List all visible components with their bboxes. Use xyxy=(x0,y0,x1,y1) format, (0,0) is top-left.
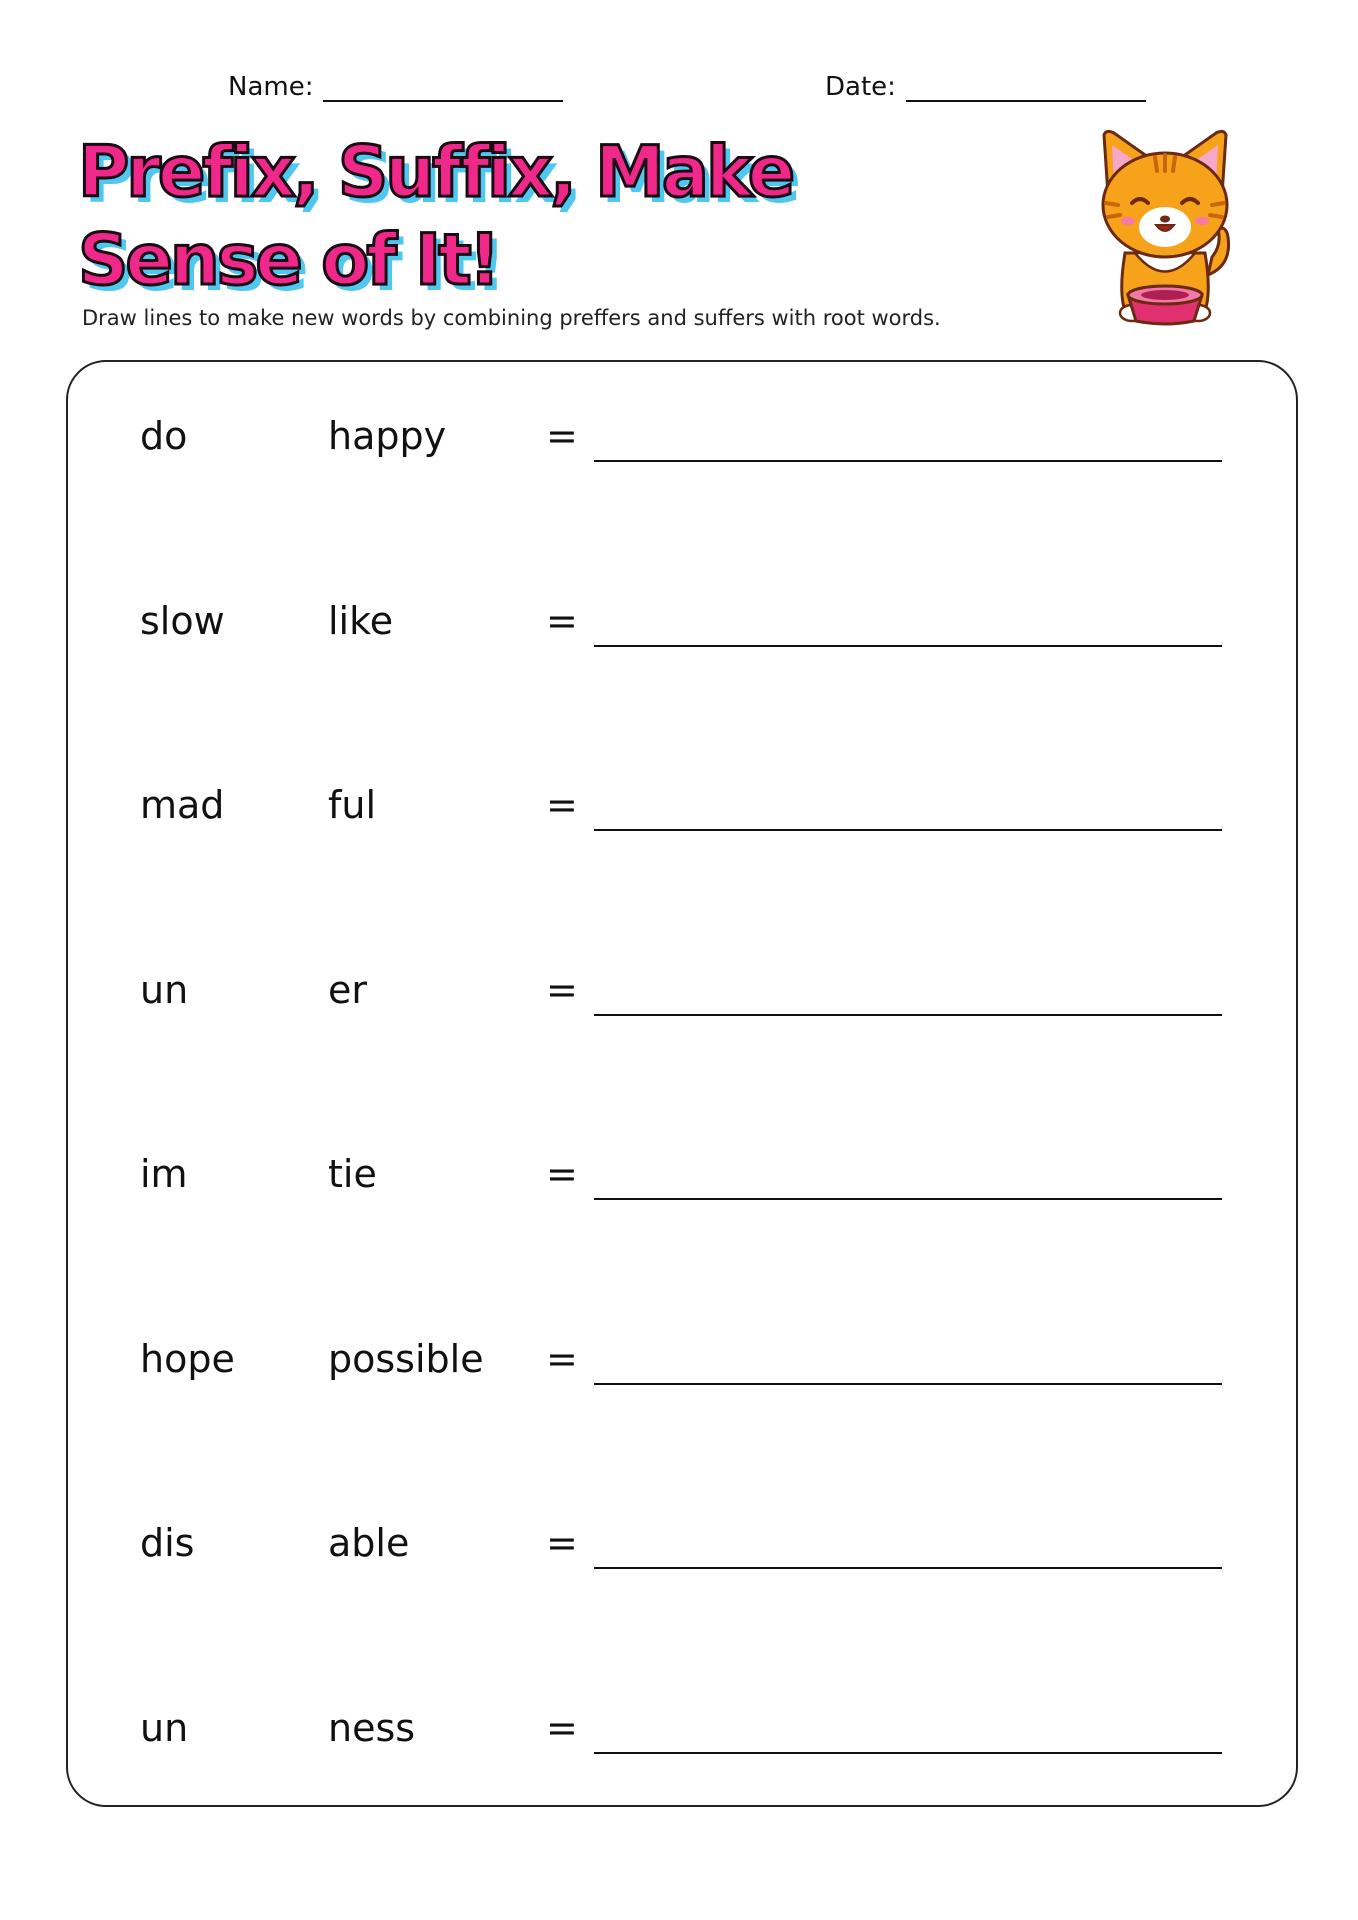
root-word: able xyxy=(328,1521,410,1565)
exercise-row xyxy=(68,968,1296,1028)
equals-sign: = xyxy=(546,1337,578,1381)
name-label: Name: xyxy=(228,72,314,102)
answer-line[interactable] xyxy=(594,1752,1222,1754)
prefix-word: un xyxy=(140,968,189,1012)
date-label: Date: xyxy=(825,72,896,102)
exercise-row xyxy=(68,1706,1296,1766)
answer-line[interactable] xyxy=(594,829,1222,831)
answer-line[interactable] xyxy=(594,1567,1222,1569)
equals-sign: = xyxy=(546,783,578,827)
prefix-word: slow xyxy=(140,599,225,643)
exercise-row xyxy=(68,1152,1296,1212)
equals-sign: = xyxy=(546,599,578,643)
prefix-word: mad xyxy=(140,783,225,827)
exercise-row xyxy=(68,1337,1296,1397)
answer-line[interactable] xyxy=(594,645,1222,647)
root-word: er xyxy=(328,968,368,1012)
name-input-line[interactable] xyxy=(323,70,563,102)
answer-line[interactable] xyxy=(594,1014,1222,1016)
page-title xyxy=(78,128,838,304)
prefix-word: un xyxy=(140,1706,189,1750)
equals-sign: = xyxy=(546,1521,578,1565)
answer-line[interactable] xyxy=(594,460,1222,462)
exercise-row xyxy=(68,414,1296,474)
answer-line[interactable] xyxy=(594,1198,1222,1200)
title-line-1: Prefix, Suffix, Make xyxy=(78,131,793,213)
date-field[interactable] xyxy=(825,70,1146,102)
exercise-row xyxy=(68,599,1296,659)
cat-illustration-icon xyxy=(1090,125,1240,330)
prefix-word: im xyxy=(140,1152,188,1196)
prefix-word: do xyxy=(140,414,188,458)
date-input-line[interactable] xyxy=(906,70,1146,102)
prefix-word: dis xyxy=(140,1521,195,1565)
equals-sign: = xyxy=(546,1152,578,1196)
answer-line[interactable] xyxy=(594,1383,1222,1385)
prefix-word: hope xyxy=(140,1337,235,1381)
root-word: like xyxy=(328,599,394,643)
root-word: ful xyxy=(328,783,377,827)
title-line-2: Sense of It! xyxy=(78,219,498,301)
root-word: possible xyxy=(328,1337,484,1381)
root-word: happy xyxy=(328,414,447,458)
root-word: tie xyxy=(328,1152,377,1196)
exercise-row xyxy=(68,1521,1296,1581)
instructions-text: Draw lines to make new words by combining preffers and suffers with root words. xyxy=(82,306,941,330)
exercise-panel xyxy=(66,360,1298,1807)
equals-sign: = xyxy=(546,414,578,458)
root-word: ness xyxy=(328,1706,416,1750)
name-field[interactable] xyxy=(228,70,563,102)
equals-sign: = xyxy=(546,968,578,1012)
equals-sign: = xyxy=(546,1706,578,1750)
exercise-row xyxy=(68,783,1296,843)
